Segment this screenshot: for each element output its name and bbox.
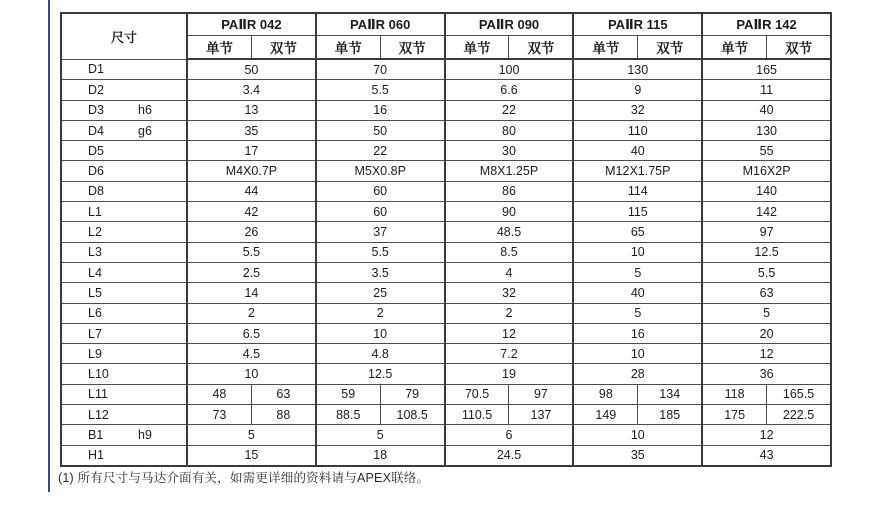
table-row xyxy=(61,100,831,120)
value-cell: 35 xyxy=(573,445,702,466)
table-row xyxy=(61,59,831,80)
table-row xyxy=(61,181,831,201)
tolerance-label: g6 xyxy=(138,123,152,138)
value-cell: 37 xyxy=(316,222,445,242)
dimension-label: L12 xyxy=(88,407,109,422)
value-cell: 10 xyxy=(573,425,702,445)
model-header-060: PAⅡR 060 xyxy=(316,13,445,36)
value-cell: 12.5 xyxy=(702,242,831,262)
row-label-cell xyxy=(61,80,187,100)
sub-header-double: 双节 xyxy=(380,36,444,60)
value-cell: 79 xyxy=(380,384,444,404)
value-cell: 48 xyxy=(187,384,251,404)
table-row xyxy=(61,283,831,303)
value-cell: 175 xyxy=(702,405,766,425)
value-cell: 11 xyxy=(702,80,831,100)
value-cell: 59 xyxy=(316,384,380,404)
table-row xyxy=(61,202,831,222)
model-header-row xyxy=(61,13,831,36)
row-label-cell xyxy=(61,161,187,181)
value-cell: 60 xyxy=(316,202,445,222)
value-cell: 6 xyxy=(445,425,574,445)
value-cell: 63 xyxy=(251,384,315,404)
table-row xyxy=(61,425,831,445)
value-cell: 28 xyxy=(573,364,702,384)
value-cell: 50 xyxy=(316,120,445,140)
table-row xyxy=(61,405,831,425)
value-cell: 35 xyxy=(187,120,316,140)
value-cell: 40 xyxy=(702,100,831,120)
value-cell: 8.5 xyxy=(445,242,574,262)
value-cell: 22 xyxy=(445,100,574,120)
table-row xyxy=(61,364,831,384)
value-cell: 9 xyxy=(573,80,702,100)
value-cell: 110 xyxy=(573,120,702,140)
value-cell: 65 xyxy=(573,222,702,242)
value-cell: 43 xyxy=(702,445,831,466)
value-cell: 130 xyxy=(702,120,831,140)
dimension-spec-table xyxy=(60,12,832,467)
value-cell: 7.2 xyxy=(445,344,574,364)
value-cell: 2 xyxy=(445,303,574,323)
value-cell: 12 xyxy=(702,425,831,445)
value-cell: 5.5 xyxy=(316,242,445,262)
table-body xyxy=(61,59,831,466)
value-cell: 60 xyxy=(316,181,445,201)
table-row xyxy=(61,262,831,282)
dimension-label: D6 xyxy=(88,164,104,179)
value-cell: 32 xyxy=(573,100,702,120)
value-cell: 14 xyxy=(187,283,316,303)
value-cell: 4.5 xyxy=(187,344,316,364)
value-cell: 5.5 xyxy=(316,80,445,100)
value-cell: 140 xyxy=(702,181,831,201)
value-cell: 70.5 xyxy=(445,384,509,404)
value-cell: 185 xyxy=(638,405,702,425)
sub-header-double: 双节 xyxy=(638,36,702,60)
value-cell: 100 xyxy=(445,59,574,80)
row-label-cell xyxy=(61,59,187,80)
dimension-label: L6 xyxy=(88,306,102,321)
dimension-label: D1 xyxy=(88,62,104,77)
table-row xyxy=(61,344,831,364)
value-cell: 108.5 xyxy=(380,405,444,425)
value-cell: 86 xyxy=(445,181,574,201)
row-label-cell xyxy=(61,303,187,323)
row-label-cell xyxy=(61,222,187,242)
value-cell: 10 xyxy=(187,364,316,384)
value-cell: 5.5 xyxy=(187,242,316,262)
value-cell: 4 xyxy=(445,262,574,282)
value-cell: 98 xyxy=(573,384,637,404)
value-cell: 48.5 xyxy=(445,222,574,242)
dimension-label: L2 xyxy=(88,225,102,240)
value-cell: 97 xyxy=(702,222,831,242)
footnote: (1) 所有尺寸与马达介面有关，如需更详细的资料请与APEX联络。 xyxy=(58,471,430,485)
value-cell: 2 xyxy=(187,303,316,323)
value-cell: M5X0.8P xyxy=(316,161,445,181)
value-cell: 142 xyxy=(702,202,831,222)
sub-header-single: 单节 xyxy=(702,36,766,60)
model-header-142: PAⅡR 142 xyxy=(702,13,831,36)
value-cell: 40 xyxy=(573,283,702,303)
table-row xyxy=(61,141,831,161)
value-cell: 110.5 xyxy=(445,405,509,425)
table-row xyxy=(61,222,831,242)
value-cell: 2.5 xyxy=(187,262,316,282)
dimension-label: D2 xyxy=(88,82,104,97)
table-row xyxy=(61,242,831,262)
value-cell: 130 xyxy=(573,59,702,80)
value-cell: 12 xyxy=(702,344,831,364)
value-cell: 5 xyxy=(573,262,702,282)
value-cell: 4.8 xyxy=(316,344,445,364)
value-cell: 73 xyxy=(187,405,251,425)
dimension-label: L3 xyxy=(88,245,102,260)
value-cell: 137 xyxy=(509,405,573,425)
value-cell: 63 xyxy=(702,283,831,303)
value-cell: 149 xyxy=(573,405,637,425)
dimension-label: B1 xyxy=(88,427,104,442)
value-cell: 222.5 xyxy=(767,405,831,425)
sub-header-double: 双节 xyxy=(509,36,573,60)
value-cell: 3.5 xyxy=(316,262,445,282)
sub-header-single: 单节 xyxy=(316,36,380,60)
dimension-label: L11 xyxy=(88,387,108,402)
table-row xyxy=(61,161,831,181)
value-cell: 20 xyxy=(702,323,831,343)
value-cell: 114 xyxy=(573,181,702,201)
dimension-label: D5 xyxy=(88,143,104,158)
row-label-cell xyxy=(61,283,187,303)
row-label-cell xyxy=(61,181,187,201)
value-cell: 88 xyxy=(251,405,315,425)
dimension-label: L5 xyxy=(88,285,102,300)
value-cell: 97 xyxy=(509,384,573,404)
row-label-cell xyxy=(61,364,187,384)
value-cell: 3.4 xyxy=(187,80,316,100)
value-cell: 80 xyxy=(445,120,574,140)
value-cell: 12.5 xyxy=(316,364,445,384)
value-cell: 5.5 xyxy=(702,262,831,282)
value-cell: 44 xyxy=(187,181,316,201)
row-label-cell xyxy=(61,384,187,404)
dimension-label: L7 xyxy=(88,326,102,341)
value-cell: 17 xyxy=(187,141,316,161)
value-cell: 5 xyxy=(187,425,316,445)
row-label-cell xyxy=(61,425,187,445)
dimension-label: D4 xyxy=(88,123,104,138)
row-label-cell xyxy=(61,323,187,343)
row-label-cell xyxy=(61,202,187,222)
value-cell: 12 xyxy=(445,323,574,343)
value-cell: 165.5 xyxy=(767,384,831,404)
value-cell: 42 xyxy=(187,202,316,222)
row-label-cell xyxy=(61,141,187,161)
model-header-090: PAⅡR 090 xyxy=(445,13,574,36)
value-cell: 36 xyxy=(702,364,831,384)
value-cell: 6.6 xyxy=(445,80,574,100)
value-cell: 10 xyxy=(316,323,445,343)
model-header-042: PAⅡR 042 xyxy=(187,13,316,36)
value-cell: 5 xyxy=(573,303,702,323)
table-row xyxy=(61,80,831,100)
value-cell: 19 xyxy=(445,364,574,384)
row-label-cell xyxy=(61,100,187,120)
table-row xyxy=(61,384,831,404)
value-cell: 5 xyxy=(316,425,445,445)
dimension-label: D3 xyxy=(88,103,104,118)
row-label-cell xyxy=(61,120,187,140)
value-cell: 5 xyxy=(702,303,831,323)
dimension-label: L10 xyxy=(88,367,109,382)
sub-header-double: 双节 xyxy=(767,36,831,60)
value-cell: 18 xyxy=(316,445,445,466)
value-cell: 6.5 xyxy=(187,323,316,343)
value-cell: 90 xyxy=(445,202,574,222)
value-cell: 26 xyxy=(187,222,316,242)
value-cell: 15 xyxy=(187,445,316,466)
dimension-label: D8 xyxy=(88,184,104,199)
row-label-cell xyxy=(61,242,187,262)
value-cell: 10 xyxy=(573,242,702,262)
sub-header-single: 单节 xyxy=(573,36,637,60)
value-cell: 13 xyxy=(187,100,316,120)
value-cell: 118 xyxy=(702,384,766,404)
value-cell: 22 xyxy=(316,141,445,161)
value-cell: 55 xyxy=(702,141,831,161)
model-header-115: PAⅡR 115 xyxy=(573,13,702,36)
value-cell: 134 xyxy=(638,384,702,404)
tolerance-label: h6 xyxy=(138,103,152,118)
value-cell: 16 xyxy=(573,323,702,343)
value-cell: M12X1.75P xyxy=(573,161,702,181)
value-cell: 10 xyxy=(573,344,702,364)
table-row xyxy=(61,445,831,466)
value-cell: 88.5 xyxy=(316,405,380,425)
value-cell: 70 xyxy=(316,59,445,80)
value-cell: 165 xyxy=(702,59,831,80)
dimension-label: H1 xyxy=(88,448,104,463)
row-label-cell xyxy=(61,344,187,364)
value-cell: 32 xyxy=(445,283,574,303)
value-cell: 40 xyxy=(573,141,702,161)
value-cell: 115 xyxy=(573,202,702,222)
value-cell: M8X1.25P xyxy=(445,161,574,181)
value-cell: M4X0.7P xyxy=(187,161,316,181)
tolerance-label: h9 xyxy=(138,427,152,442)
value-cell: 50 xyxy=(187,59,316,80)
sub-header-double: 双节 xyxy=(251,36,315,60)
table-row xyxy=(61,120,831,140)
dimension-label: L9 xyxy=(88,346,102,361)
value-cell: M16X2P xyxy=(702,161,831,181)
table-row xyxy=(61,323,831,343)
value-cell: 24.5 xyxy=(445,445,574,466)
value-cell: 30 xyxy=(445,141,574,161)
size-column-header: 尺寸 xyxy=(61,13,187,59)
row-label-cell xyxy=(61,445,187,466)
row-label-cell xyxy=(61,405,187,425)
page-accent-line xyxy=(48,0,50,492)
sub-header-single: 单节 xyxy=(187,36,251,60)
sub-header-single: 单节 xyxy=(445,36,509,60)
dimension-label: L1 xyxy=(88,204,102,219)
table-row xyxy=(61,303,831,323)
row-label-cell xyxy=(61,262,187,282)
dimension-label: L4 xyxy=(88,265,102,280)
value-cell: 25 xyxy=(316,283,445,303)
value-cell: 2 xyxy=(316,303,445,323)
value-cell: 16 xyxy=(316,100,445,120)
